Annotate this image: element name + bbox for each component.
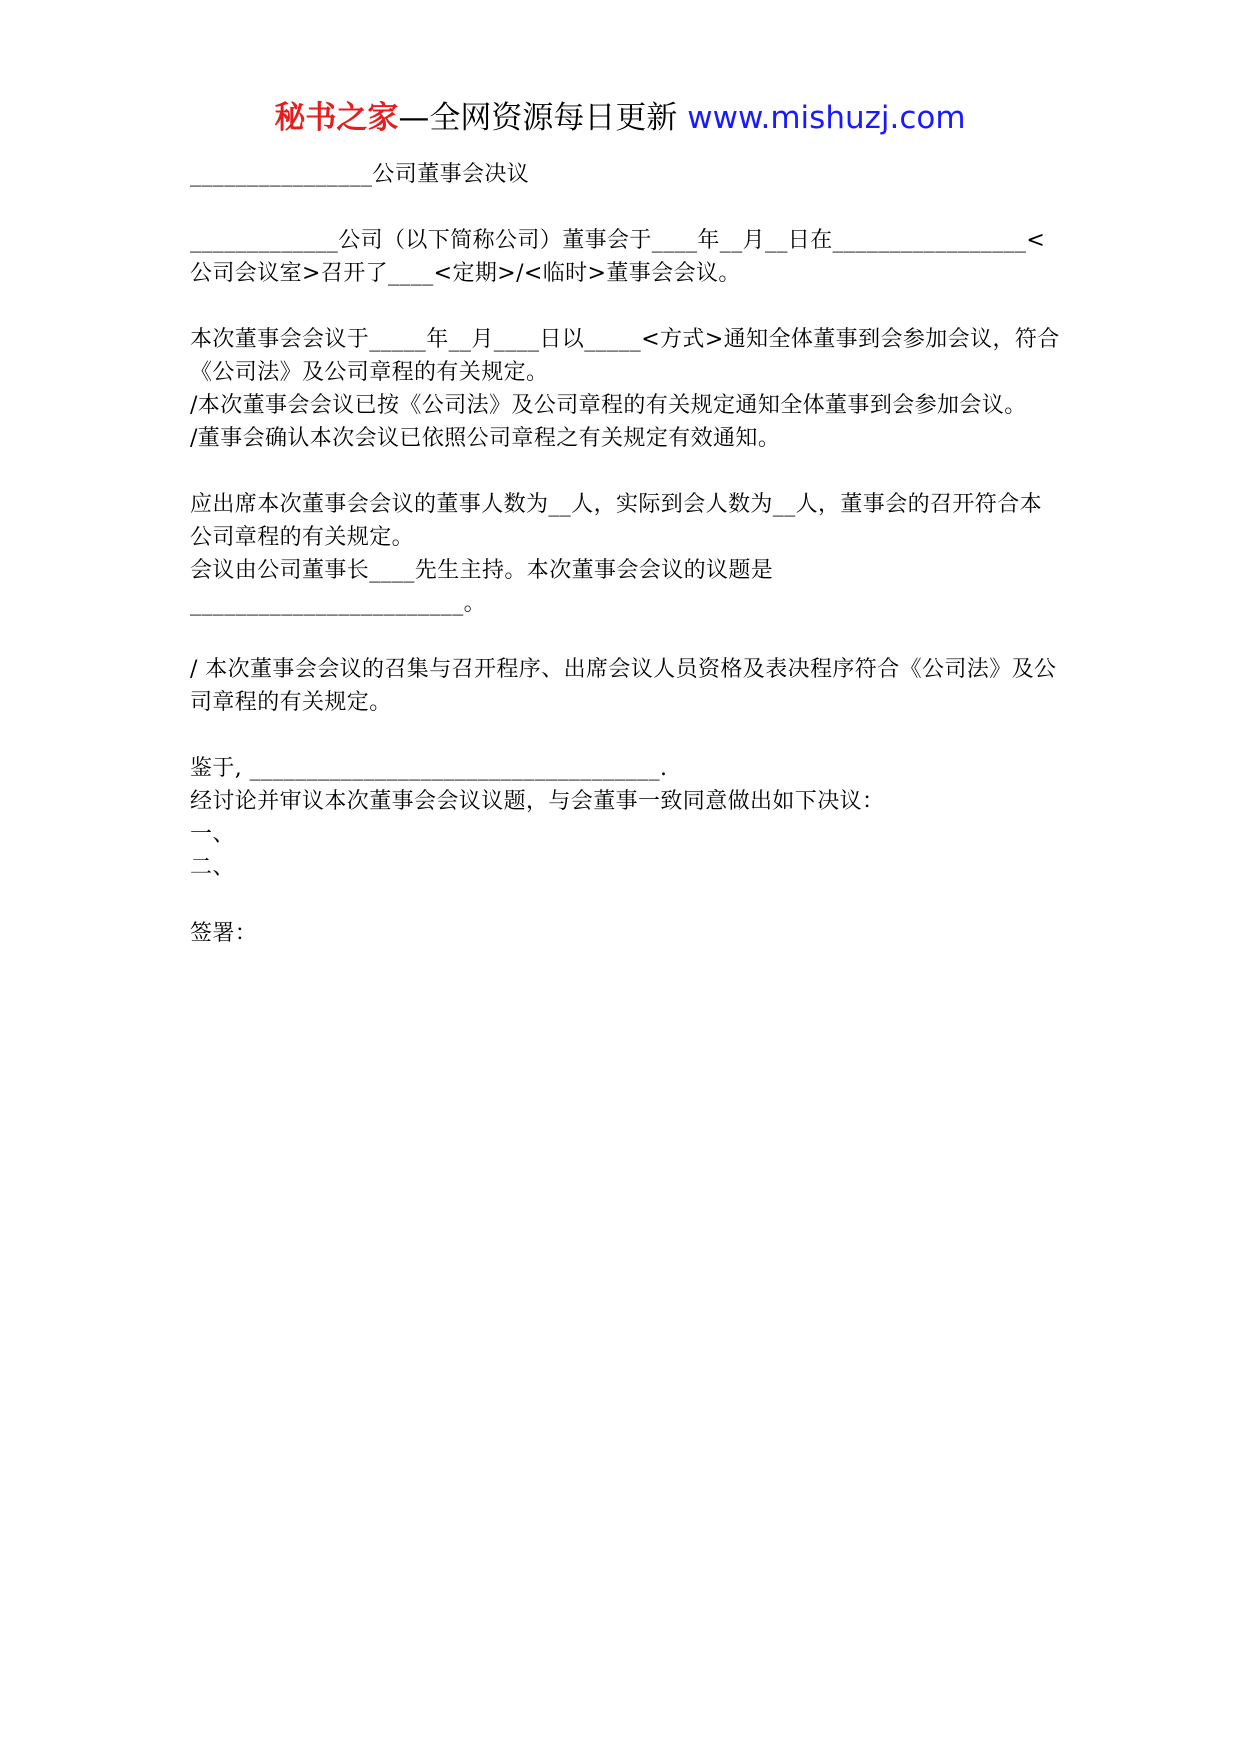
chair-paragraph: 会议由公司董事长____先生主持。本次董事会会议的议题是________________________。 xyxy=(190,558,774,616)
spacer xyxy=(190,620,1060,653)
meeting-intro-paragraph: _____________公司（以下简称公司）董事会于____年__月__日在_________________<公司会议室>召开了____<定期>/<临时>董事会会议。 xyxy=(190,228,1046,286)
spacer xyxy=(190,884,1060,917)
spacer xyxy=(190,455,1060,488)
notice-paragraph: 本次董事会会议于_____年__月____日以_____<方式>通知全体董事到会参加会议，符合《公司法》及公司章程的有关规定。 xyxy=(190,327,1060,385)
document-body xyxy=(190,158,1060,950)
signature-label: 签署： xyxy=(190,921,258,946)
notice-alt-paragraph: /本次董事会会议已按《公司法》及公司章程的有关规定通知全体董事到会参加会议。 xyxy=(190,393,1027,418)
spacer xyxy=(190,719,1060,752)
attendance-paragraph: 应出席本次董事会会议的董事人数为__人，实际到会人数为__人，董事会的召开符合本公司章程的有关规定。 xyxy=(190,492,1043,550)
site-banner xyxy=(0,98,1240,138)
banner-slogan: —全网资源每日更新 xyxy=(398,100,688,136)
banner-brand: 秘书之家 xyxy=(274,100,399,136)
procedure-paragraph: / 本次董事会会议的召集与召开程序、出席会议人员资格及表决程序符合《公司法》及公司章程的有关规定。 xyxy=(190,657,1057,715)
resolution-item-1: 一、 xyxy=(190,822,235,847)
banner-url-link[interactable]: www.mishuzj.com xyxy=(687,100,966,136)
spacer xyxy=(190,191,1060,224)
resolution-item-2: 二、 xyxy=(190,855,235,880)
notice-confirm-paragraph: /董事会确认本次会议已依照公司章程之有关规定有效通知。 xyxy=(190,426,781,451)
spacer xyxy=(190,290,1060,323)
resolution-intro-line: 经讨论并审议本次董事会会议议题，与会董事一致同意做出如下决议： xyxy=(190,789,885,814)
document-title: ________________公司董事会决议 xyxy=(190,162,530,187)
whereas-line: 鉴于, ____________________________________. xyxy=(190,756,668,781)
